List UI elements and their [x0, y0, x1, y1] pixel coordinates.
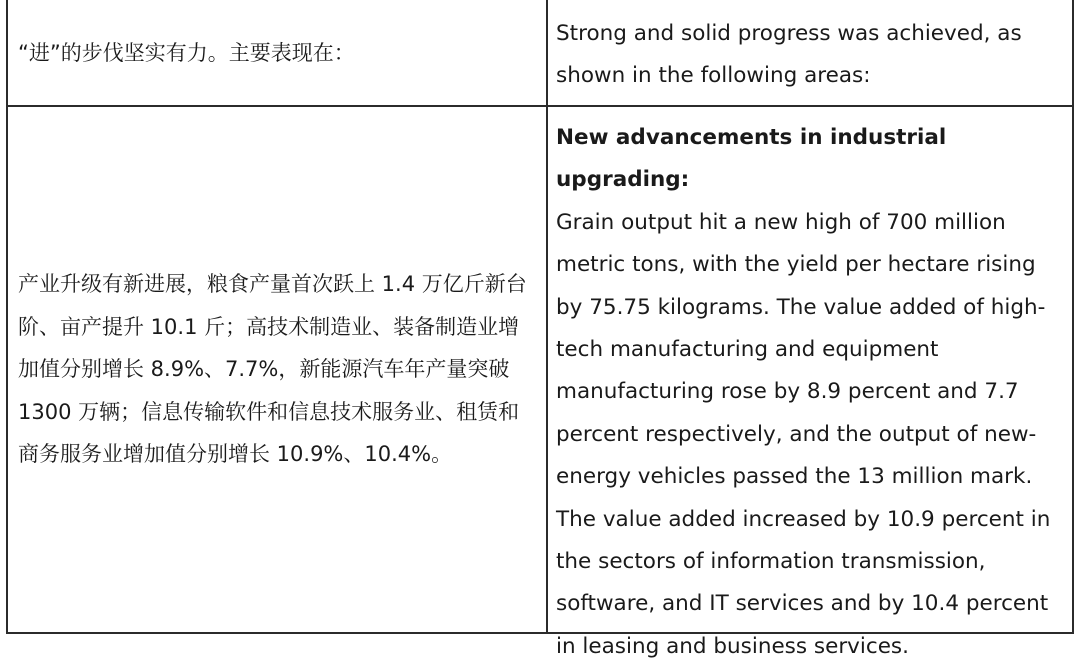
row-1-chinese-cell [18, 0, 538, 105]
row-2-english-heading: New advancements in industrial upgrading: [556, 125, 947, 193]
row-1-english-text: Strong and solid progress was achieved, as shown in the following areas: [556, 21, 1022, 88]
translation-table [6, 0, 1074, 659]
row-1-chinese-text: “进”的步伐坚实有力。主要表现在： [18, 40, 355, 65]
row-2-english-cell [556, 117, 1068, 668]
row-1-english-cell [556, 13, 1066, 97]
row-2-chinese-cell [18, 107, 538, 632]
column-divider [546, 0, 548, 632]
row-2-english-body: Grain output hit a new high of 700 million metric tons, with the yield per hectare rising by 75.75 kilograms. The value added of high-tech manufacturing and equipment manufacturing rose by 8.9 percent and 7.7 percent respectively, and the output of new-energy vehicles passed the 13 million mark. The value added increased by 10.9 percent in the sectors of information transmission, software, and IT services and by 10.4 percent in leasing and business services. [556, 209, 1051, 659]
row-2-chinese-text: 产业升级有新进展，粮食产量首次跃上 1.4 万亿斤新台阶、亩产提升 10.1 斤；高技术制造业、装备制造业增加值分别增长 8.9%、7.7%，新能源汽车年产量突破 1300 万辆；信息传输软件和信息技术服务业、租赁和商务服务业增加值分别增长 10.9%、10.4%。 [18, 272, 527, 467]
